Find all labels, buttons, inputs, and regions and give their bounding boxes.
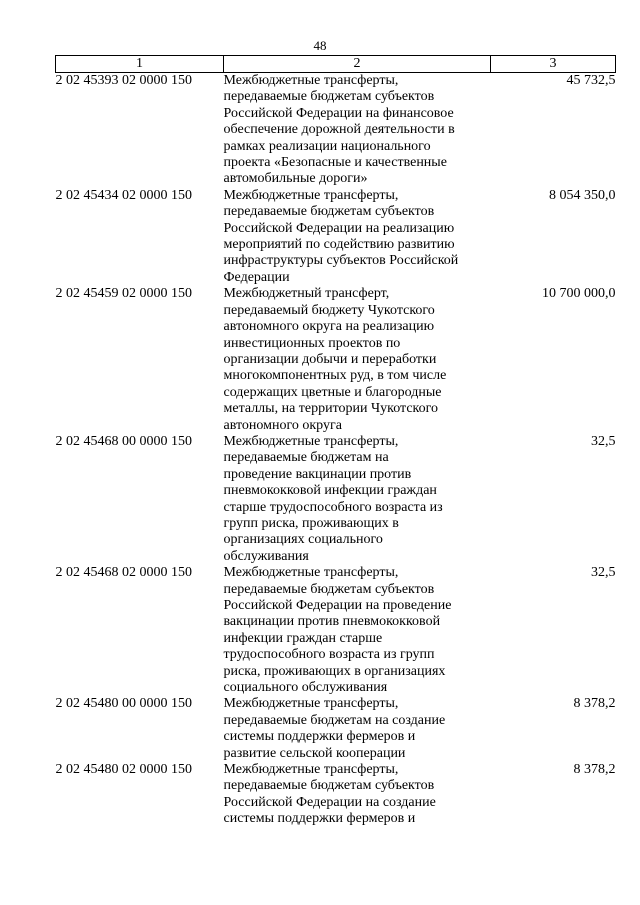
- revenue-name-line: многокомпонентных руд, в том числе: [223, 368, 447, 384]
- revenue-name-line: обслуживания: [223, 548, 309, 564]
- table-row: [56, 434, 616, 565]
- revenue-name-line: развитие сельской кооперации: [223, 745, 406, 761]
- revenue-name-line: передаваемые бюджетам субъектов: [223, 204, 435, 220]
- amount-value: 32,5: [591, 433, 616, 449]
- revenue-name: [224, 434, 491, 565]
- budget-table: [55, 55, 616, 828]
- amount-value: 8 378,2: [573, 762, 616, 778]
- header-row: [56, 56, 616, 73]
- revenue-name-line: социального обслуживания: [223, 680, 388, 696]
- revenue-name: [224, 565, 491, 696]
- revenue-name-line: передаваемые бюджетам на: [223, 450, 389, 466]
- revenue-name: [224, 188, 491, 286]
- revenue-name: [224, 73, 491, 188]
- revenue-name-line: риска, проживающих в организациях: [223, 663, 446, 679]
- revenue-name-line: инфекции граждан старше: [223, 630, 383, 646]
- classification-code: 2 02 45468 02 0000 150: [55, 565, 192, 581]
- revenue-name-line: организации добычи и переработки: [223, 351, 437, 367]
- table-header: [56, 56, 616, 73]
- table-row: [56, 696, 616, 762]
- revenue-name-line: проведение вакцинации против: [223, 466, 412, 482]
- revenue-name-line: системы поддержки фермеров и: [223, 811, 416, 827]
- revenue-name-line: Российской Федерации на создание: [223, 794, 436, 810]
- revenue-name-line: передаваемые бюджетам субъектов: [223, 581, 435, 597]
- table-row: [56, 286, 616, 434]
- revenue-name-line: металлы, на территории Чукотского: [223, 401, 439, 417]
- classification-code: 2 02 45393 02 0000 150: [55, 73, 192, 88]
- amount-value: 45 732,5: [566, 73, 616, 88]
- revenue-name-line: передаваемые бюджетам на создание: [223, 712, 446, 728]
- classification-code: 2 02 45434 02 0000 150: [55, 187, 192, 203]
- revenue-name-line: инфраструктуры субъектов Российской: [223, 253, 459, 269]
- table-row: [56, 73, 616, 188]
- revenue-name-line: групп риска, проживающих в: [223, 515, 399, 531]
- table-row: [56, 565, 616, 696]
- classification-code: 2 02 45459 02 0000 150: [55, 286, 192, 302]
- revenue-name-line: Федерации: [223, 269, 290, 285]
- revenue-name-line: Межбюджетные трансферты,: [223, 565, 399, 581]
- column-header-1: 1: [56, 56, 224, 73]
- revenue-name-line: инвестиционных проектов по: [223, 335, 401, 351]
- revenue-name-line: проекта «Безопасные и качественные: [223, 155, 447, 171]
- revenue-name-line: Российской Федерации на реализацию: [223, 220, 455, 236]
- revenue-name-line: системы поддержки фермеров и: [223, 729, 416, 745]
- amount-value: 10 700 000,0: [542, 286, 616, 302]
- revenue-name-line: Межбюджетные трансферты,: [223, 73, 399, 88]
- revenue-name-line: трудоспособного возраста из групп: [223, 647, 435, 663]
- revenue-name-line: пневмококковой инфекции граждан: [223, 483, 437, 499]
- revenue-name-line: рамках реализации национального: [223, 138, 431, 154]
- revenue-name: [224, 286, 491, 434]
- amount-value: 32,5: [591, 565, 616, 581]
- classification-code: 2 02 45468 00 0000 150: [55, 433, 192, 449]
- amount-value: 8 378,2: [573, 696, 616, 712]
- revenue-name-line: организациях социального: [223, 532, 383, 548]
- revenue-name: [224, 696, 491, 762]
- revenue-name-line: Российской Федерации на финансовое: [223, 105, 454, 121]
- column-header-2: 2: [224, 56, 491, 73]
- revenue-name-line: Межбюджетные трансферты,: [223, 696, 399, 712]
- revenue-name-line: передаваемые бюджетам субъектов: [223, 778, 435, 794]
- revenue-name-line: обеспечение дорожной деятельности в: [223, 122, 455, 138]
- table-row: [56, 188, 616, 286]
- classification-code: 2 02 45480 00 0000 150: [55, 696, 192, 712]
- revenue-name-line: передаваемые бюджетам субъектов: [223, 89, 435, 105]
- revenue-name-line: Межбюджетные трансферты,: [223, 187, 399, 203]
- revenue-name-line: мероприятий по содействию развитию: [223, 237, 455, 253]
- column-header-3: 3: [491, 56, 616, 73]
- table-body: [56, 73, 616, 828]
- amount-value: 8 054 350,0: [549, 187, 616, 203]
- revenue-name-line: содержащих цветные и благородные: [223, 384, 442, 400]
- page-number: 48: [313, 38, 327, 53]
- revenue-name-line: Межбюджетный трансферт,: [223, 286, 390, 302]
- classification-code: 2 02 45480 02 0000 150: [55, 762, 192, 778]
- revenue-name-line: автомобильные дороги»: [223, 171, 368, 187]
- revenue-name: [224, 762, 491, 828]
- table-row: [56, 762, 616, 828]
- revenue-name-line: передаваемый бюджету Чукотского: [223, 302, 435, 318]
- revenue-name-line: автономного округа: [223, 417, 342, 433]
- revenue-name-line: Межбюджетные трансферты,: [223, 433, 399, 449]
- revenue-name-line: Российской Федерации на проведение: [223, 598, 452, 613]
- revenue-name-line: старше трудоспособного возраста из: [223, 499, 443, 515]
- revenue-name-line: вакцинации против пневмококковой: [223, 614, 441, 630]
- revenue-name-line: Межбюджетные трансферты,: [223, 762, 399, 778]
- revenue-name-line: автономного округа на реализацию: [223, 319, 435, 335]
